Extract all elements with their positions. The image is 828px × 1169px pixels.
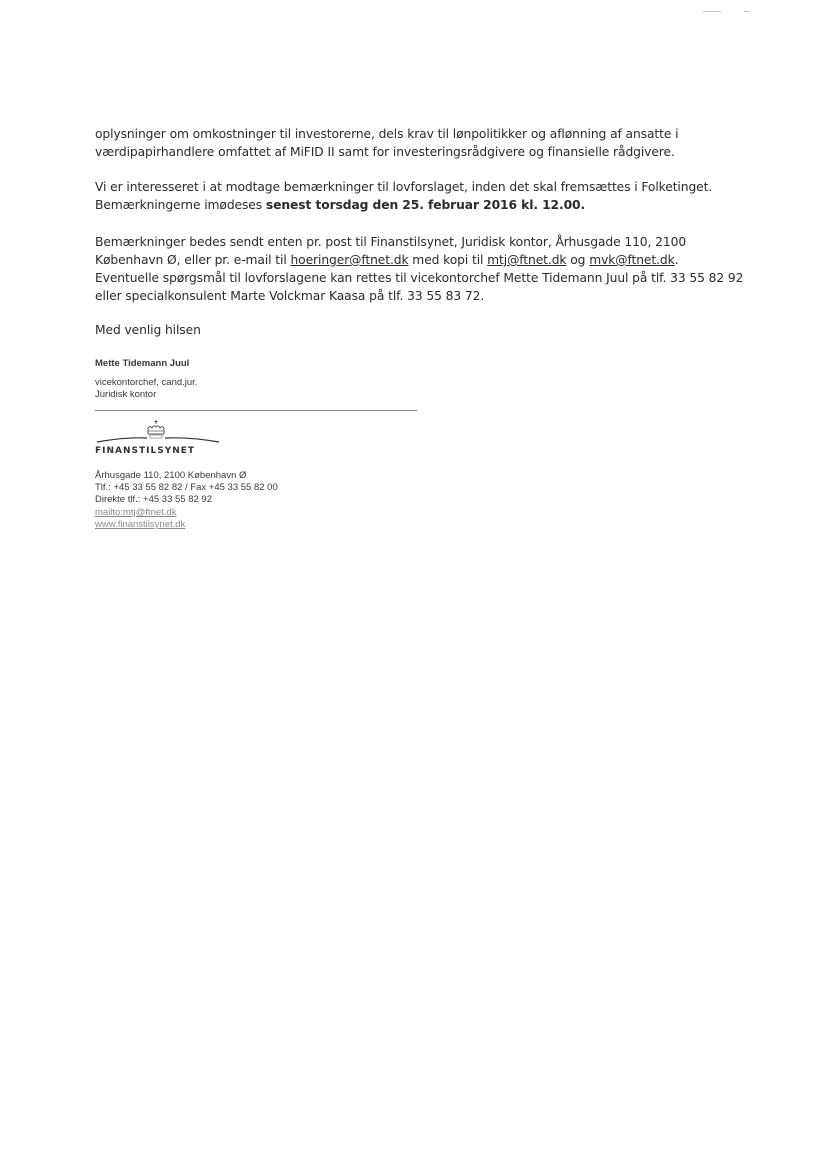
paragraph-line: Vi er interesseret i at modtage bemærkninger til lovforslaget, inden det skal fremsættes i Folketinget. bbox=[95, 180, 713, 194]
mailto-link[interactable]: mailto:mtj@ftnet.dk bbox=[95, 507, 177, 518]
email-link-mtj[interactable]: mtj@ftnet.dk bbox=[487, 253, 567, 267]
paragraph-line bbox=[95, 196, 745, 214]
scan-mark bbox=[744, 11, 750, 15]
address-line: Århusgade 110, 2100 København Ø bbox=[95, 470, 247, 481]
closing bbox=[95, 321, 745, 339]
paragraph-line: eller specialkonsulent Marte Volckmar Kaasa på tlf. 33 55 83 72. bbox=[95, 289, 485, 303]
email-link-mvk[interactable]: mvk@ftnet.dk bbox=[589, 253, 675, 267]
paragraph-intro bbox=[95, 125, 745, 161]
paragraph-line: Eventuelle spørgsmål til lovforslagene kan rettes til vicekontorchef Mette Tidemann Juul på tlf. 33 55 82 92 bbox=[95, 271, 744, 285]
closing-text: Med venlig hilsen bbox=[95, 323, 201, 337]
website-link[interactable]: www.finanstilsynet.dk bbox=[95, 519, 186, 530]
crown-icon bbox=[95, 418, 225, 448]
scan-mark bbox=[703, 11, 721, 16]
signature-department: Juridisk kontor bbox=[95, 389, 157, 400]
phone-fax-line: Tlf.: +45 33 55 82 82 / Fax +45 33 55 82 00 bbox=[95, 482, 278, 493]
signature-name: Mette Tidemann Juul bbox=[95, 358, 190, 369]
paragraph-deadline bbox=[95, 178, 745, 214]
email-link-hoeringer[interactable]: hoeringer@ftnet.dk bbox=[290, 253, 409, 267]
signature-divider bbox=[95, 410, 417, 411]
paragraph-line: værdipapirhandlere omfattet af MiFID II samt for investeringsrådgivere og finansielle rådgivere. bbox=[95, 145, 675, 159]
signature-title: vicekontorchef, cand.jur. bbox=[95, 377, 198, 388]
deadline-intro: Bemærkningerne imødeses bbox=[95, 198, 266, 212]
paragraph-line: Bemærkninger bedes sendt enten pr. post til Finanstilsynet, Juridisk kontor, Århusgade 110, 2100 bbox=[95, 235, 687, 249]
paragraph-line bbox=[95, 251, 745, 269]
contact-text: med kopi til bbox=[408, 253, 488, 267]
contact-text: København Ø, eller pr. e-mail til bbox=[95, 253, 291, 267]
paragraph-contact bbox=[95, 233, 745, 305]
logo-wordmark: FINANSTILSYNET bbox=[95, 446, 196, 456]
direct-phone-line: Direkte tlf.: +45 33 55 82 92 bbox=[95, 494, 212, 505]
deadline-date: senest torsdag den 25. februar 2016 kl. 12.00. bbox=[265, 198, 586, 212]
contact-text: og bbox=[566, 253, 590, 267]
paragraph-line: oplysninger om omkostninger til investorerne, dels krav til lønpolitikker og aflønning af ansatte i bbox=[95, 127, 679, 141]
contact-text: . bbox=[674, 253, 679, 267]
